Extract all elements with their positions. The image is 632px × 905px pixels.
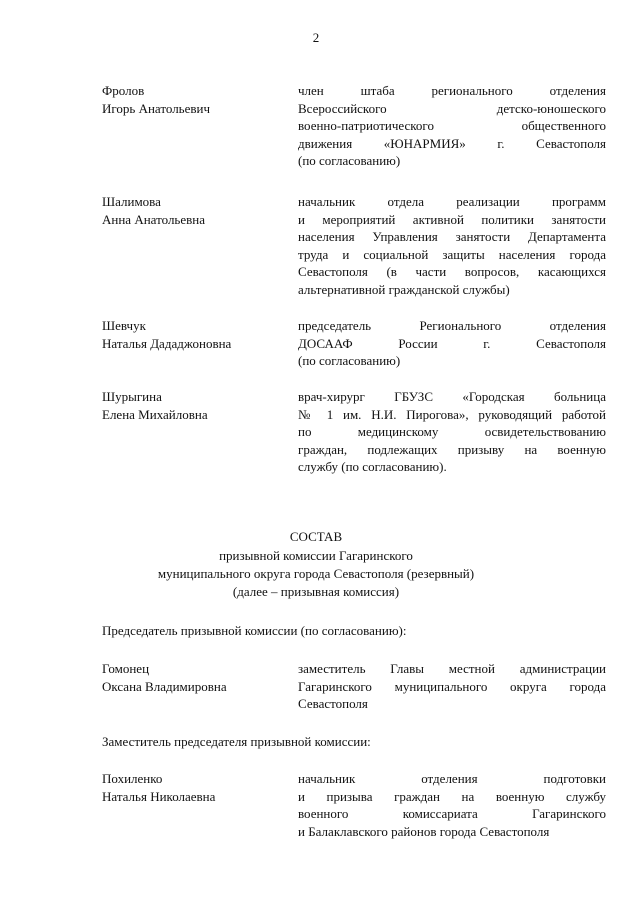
- member-role: [298, 660, 606, 713]
- member-name: Похиленко Наталья Николаевна: [102, 771, 216, 804]
- member-role: [298, 82, 606, 170]
- role-line: движения «ЮНАРМИЯ» г. Севастополя: [298, 135, 606, 151]
- role-line: Всероссийского детско-юношеского: [298, 100, 606, 116]
- deputy-heading: Заместитель председателя призывной комиссии:: [102, 734, 371, 749]
- member-role: [298, 770, 606, 840]
- role-line: граждан, подлежащих призыву на военную: [298, 441, 606, 457]
- member-name: Шалимова Анна Анатольевна: [102, 194, 205, 227]
- member-name: Шурыгина Елена Михайловна: [102, 389, 208, 422]
- role-line: Севастополя (в части вопросов, касающихся: [298, 264, 606, 280]
- member-role: [298, 193, 606, 299]
- role-line: и мероприятий активной политики занятости: [298, 211, 606, 227]
- role-line: и призыва граждан на военную службу: [298, 788, 606, 804]
- composition-subtitle-line: призывной комиссии Гагаринского: [219, 548, 413, 563]
- role-line: службу (по согласованию).: [298, 459, 447, 475]
- role-line: труда и социальной защиты населения города: [298, 246, 606, 262]
- role-line: военного комиссариата Гагаринского: [298, 806, 606, 822]
- member-role: [298, 388, 606, 476]
- role-line: врач-хирург ГБУЗС «Городская больница: [298, 389, 606, 404]
- role-line: ДОСААФ России г. Севастополя: [298, 335, 606, 351]
- role-line: председатель Регионального отделения: [298, 318, 606, 333]
- role-line: населения Управления занятости Департамента: [298, 229, 606, 245]
- composition-subtitle-line: (далее – призывная комиссия): [232, 584, 400, 599]
- role-line: военно-патриотического общественного: [298, 118, 606, 134]
- member-name: Гомонец Оксана Владимировна: [102, 661, 227, 694]
- role-line: № 1 им. Н.И. Пирогова», руководящий работой: [298, 406, 606, 422]
- member-name: Шевчук Наталья Дададжоновна: [102, 318, 232, 351]
- composition-title: СОСТАВ: [289, 529, 343, 544]
- role-line: Севастополя: [298, 696, 368, 712]
- member-role: [298, 317, 606, 370]
- role-line: начальник отдела реализации программ: [298, 194, 606, 209]
- role-line: (по согласованию): [298, 353, 401, 369]
- member-name: Фролов Игорь Анатольевич: [102, 83, 211, 116]
- role-line: начальник отделения подготовки: [298, 771, 606, 786]
- role-line: по медицинскому освидетельствованию: [298, 424, 606, 440]
- role-line: член штаба регионального отделения: [298, 83, 606, 98]
- composition-subtitle-line: муниципального округа города Севастополя (резервный): [157, 566, 475, 581]
- role-line: Гагаринского муниципального округа города: [298, 678, 606, 694]
- role-line: и Балаклавского районов города Севастополя: [298, 823, 550, 839]
- role-line: альтернативной гражданской службы): [298, 281, 510, 297]
- role-line: (по согласованию): [298, 153, 401, 169]
- chairman-heading: Председатель призывной комиссии (по согласованию):: [102, 623, 407, 638]
- page-number: 2: [312, 30, 320, 45]
- role-line: заместитель Главы местной администрации: [298, 661, 606, 676]
